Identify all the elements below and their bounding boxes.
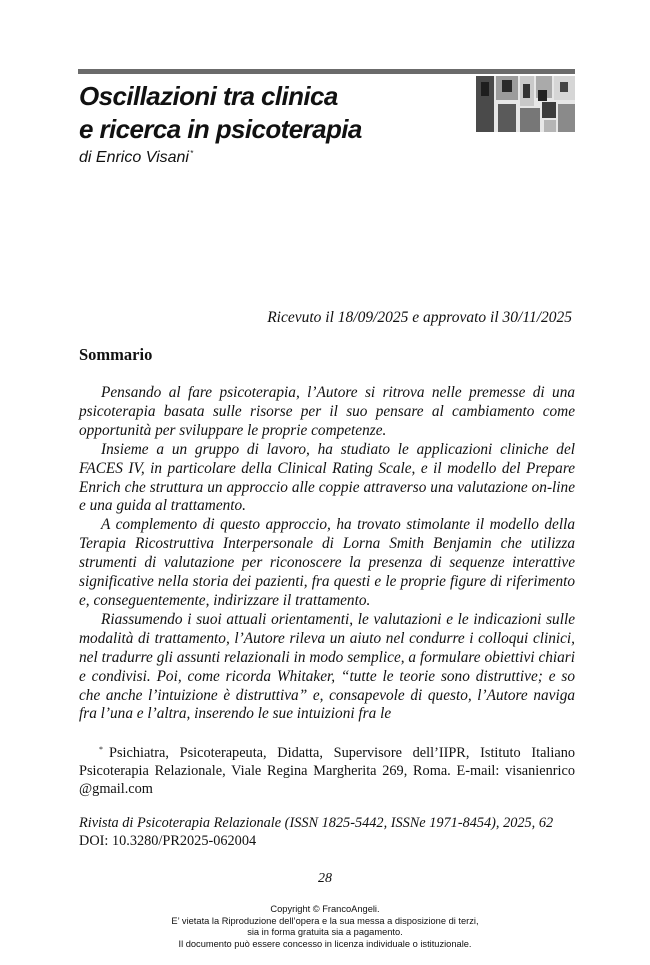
summary-paragraph: Insieme a un gruppo di lavoro, ha studiato le applicazioni cliniche del FACES IV, in particolare della Clinical Rating Scale, e il modello del Prepare Enrich che struttura un approccio alle coppie attraverso una valutazione on-line e una guida al trattamento.: [79, 440, 575, 515]
copyright-line: Copyright © FrancoAngeli.: [270, 904, 380, 914]
copyright-line: Il documento può essere concesso in licenza individuale o istituzionale.: [178, 938, 472, 949]
doi: DOI: 10.3280/PR2025-062004: [79, 833, 257, 849]
author-name: di Enrico Visani: [79, 149, 189, 166]
page-number: 28: [318, 871, 332, 886]
copyright-line: E’ vietata la Riproduzione dell’opera e la sua messa a disposizione di terzi,: [171, 915, 479, 926]
copyright-line: sia in forma gratuita sia a pagamento.: [247, 927, 403, 937]
author-footnote: [79, 741, 575, 798]
received-approved-dates: Ricevuto il 18/09/2025 e approvato il 30/11/2025: [267, 309, 572, 326]
article-author: [79, 149, 193, 167]
footnote-mark: *: [99, 745, 103, 754]
footnote-text: Psichiatra, Psicoterapeuta, Didatta, Supervisore dell’IIPR, Istituto Italiano Psicoterapia Relazionale, Viale Regina Margherita 269, Roma. E-mail: visanienrico @gmail.com: [79, 745, 575, 797]
summary-heading: Sommario: [79, 345, 153, 364]
summary-paragraph: Riassumendo i suoi attuali orientamenti, le valutazioni e le indicazioni sulle modalità di trattamento, l’Autore rileva un aiuto nel condurre i colloqui clinici, nel tradurre gli assunti relazionali in modo semplice, a formulare obiettivi chiari e condivisi. Poi, come ricorda Whitaker, “tutte le teorie sono distruttive; e so che anche l’intuizione è distruttiva” e, consapevole di questo, l’Autore naviga fra l’una e l’altra, inserendo le sue intuizioni fra le: [79, 610, 575, 723]
header-rule: [78, 69, 575, 74]
summary-body: [79, 384, 575, 724]
journal-logo-collage: [476, 76, 575, 132]
copyright-notice: [0, 904, 650, 950]
title-line-2: e ricerca in psicoterapia: [79, 114, 362, 144]
title-line-1: Oscillazioni tra clinica: [79, 81, 338, 111]
summary-paragraph: Pensando al fare psicoterapia, l’Autore si ritrova nelle premesse di una psicoterapia basata sulle risorse per il suo pensare al cambiamento come opportunità per sviluppare le proprie competenze.: [79, 384, 575, 439]
journal-citation: Rivista di Psicoterapia Relazionale (ISSN 1825-5442, ISSNe 1971-8454), 2025, 62: [79, 815, 554, 831]
summary-paragraph: A complemento di questo approccio, ha trovato stimolante il modello della Terapia Ricostruttiva Interpersonale di Lorna Smith Benjamin che utilizza strumenti di valutazione per riconoscere la presenza di sequenze interattive significative nella storia dei pazienti, fra questi e le proprie figure di riferimento e, conseguentemente, indirizzare il trattamento.: [79, 516, 575, 609]
author-footnote-mark: *: [189, 149, 194, 158]
article-title: [79, 80, 362, 146]
